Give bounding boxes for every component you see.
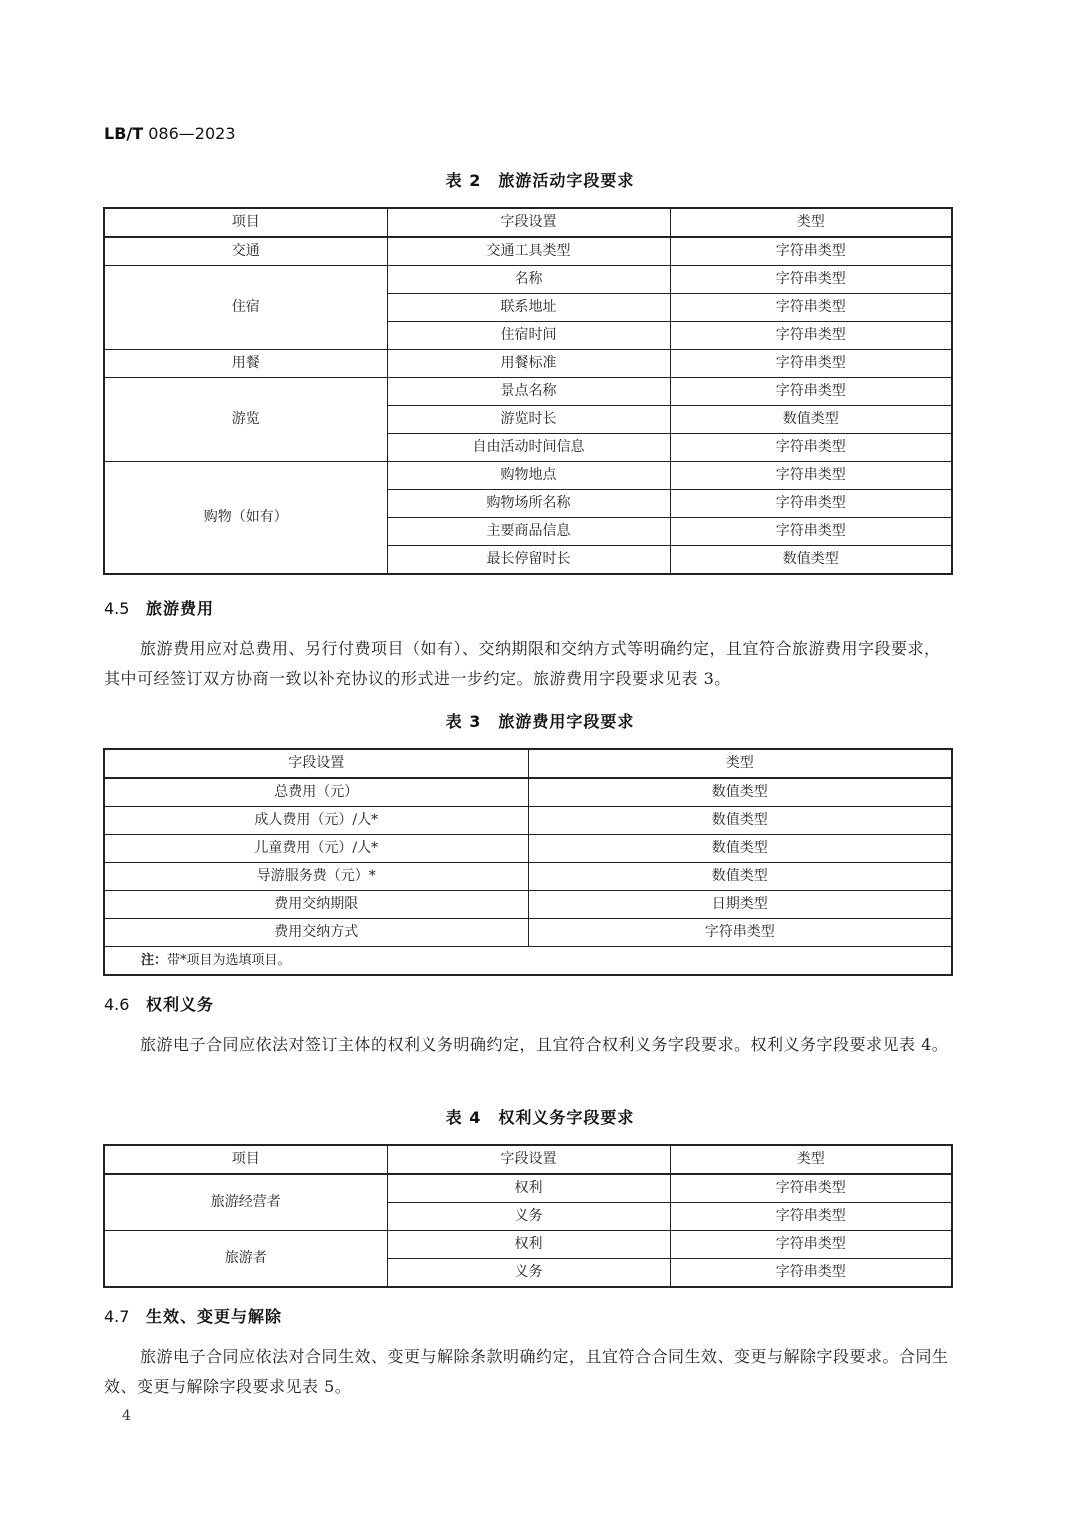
type-cell: 数值类型 <box>670 406 952 434</box>
field-cell: 用餐标准 <box>387 350 670 378</box>
section-number: 4.5 <box>104 599 130 618</box>
type-cell: 字符串类型 <box>670 1259 952 1288</box>
section-title: 生效、变更与解除 <box>146 1307 283 1326</box>
section-4-5-heading <box>104 596 214 619</box>
field-cell: 权利 <box>387 1174 670 1203</box>
item-cell: 用餐 <box>104 350 387 378</box>
type-cell: 字符串类型 <box>528 919 952 947</box>
table-row <box>104 807 952 835</box>
field-cell: 名称 <box>387 266 670 294</box>
item-cell: 旅游者 <box>104 1231 387 1288</box>
table-note-row <box>104 947 952 976</box>
type-cell: 字符串类型 <box>670 1174 952 1203</box>
field-cell: 导游服务费（元）* <box>104 863 528 891</box>
table4-rights-fields <box>103 1144 953 1288</box>
field-cell: 住宿时间 <box>387 322 670 350</box>
item-cell: 旅游经营者 <box>104 1174 387 1231</box>
type-cell: 字符串类型 <box>670 518 952 546</box>
field-cell: 义务 <box>387 1259 670 1288</box>
type-cell: 字符串类型 <box>670 1203 952 1231</box>
standard-prefix: LB/T <box>104 124 144 143</box>
field-cell: 权利 <box>387 1231 670 1259</box>
table-row <box>104 350 952 378</box>
section-4-6-heading <box>104 992 214 1015</box>
note-text: 带*项目为选填项目。 <box>167 953 291 968</box>
field-cell: 费用交纳期限 <box>104 891 528 919</box>
column-header: 字段设置 <box>104 749 528 778</box>
section-title: 权利义务 <box>146 995 215 1014</box>
table-header-row <box>104 208 952 237</box>
table2-activity-fields <box>103 207 953 575</box>
section-title: 旅游费用 <box>146 599 215 618</box>
section-number: 4.6 <box>104 995 130 1014</box>
field-cell: 主要商品信息 <box>387 518 670 546</box>
type-cell: 数值类型 <box>528 807 952 835</box>
table-row <box>104 835 952 863</box>
item-cell: 交通 <box>104 237 387 266</box>
field-cell: 自由活动时间信息 <box>387 434 670 462</box>
column-header: 项目 <box>104 1145 387 1174</box>
field-cell: 交通工具类型 <box>387 237 670 266</box>
type-cell: 字符串类型 <box>670 462 952 490</box>
section-number: 4.7 <box>104 1307 130 1326</box>
column-header: 类型 <box>528 749 952 778</box>
table4-caption: 表 4 权利义务字段要求 <box>445 1108 635 1127</box>
field-cell: 费用交纳方式 <box>104 919 528 947</box>
table-row <box>104 378 952 406</box>
column-header: 类型 <box>670 1145 952 1174</box>
field-cell: 游览时长 <box>387 406 670 434</box>
type-cell: 字符串类型 <box>670 434 952 462</box>
type-cell: 数值类型 <box>528 778 952 807</box>
field-cell: 儿童费用（元）/人* <box>104 835 528 863</box>
field-cell: 联系地址 <box>387 294 670 322</box>
table-header-row <box>104 1145 952 1174</box>
type-cell: 字符串类型 <box>670 490 952 518</box>
field-cell: 购物场所名称 <box>387 490 670 518</box>
item-cell: 游览 <box>104 378 387 462</box>
field-cell: 总费用（元） <box>104 778 528 807</box>
table-row <box>104 266 952 294</box>
table-row <box>104 237 952 266</box>
field-cell: 成人费用（元）/人* <box>104 807 528 835</box>
table3-caption: 表 3 旅游费用字段要求 <box>445 712 635 731</box>
table3-fee-fields <box>103 748 953 976</box>
field-cell: 景点名称 <box>387 378 670 406</box>
column-header: 类型 <box>670 208 952 237</box>
type-cell: 字符串类型 <box>670 322 952 350</box>
section-4-7-heading <box>104 1304 282 1327</box>
type-cell: 数值类型 <box>528 863 952 891</box>
note-label: 注： <box>141 953 168 968</box>
table-header-row <box>104 749 952 778</box>
table-note <box>104 947 952 976</box>
standard-code <box>104 124 236 143</box>
field-cell: 义务 <box>387 1203 670 1231</box>
table-row <box>104 863 952 891</box>
field-cell: 购物地点 <box>387 462 670 490</box>
table-row <box>104 1174 952 1203</box>
table2-caption: 表 2 旅游活动字段要求 <box>445 171 635 190</box>
type-cell: 字符串类型 <box>670 266 952 294</box>
column-header: 字段设置 <box>387 208 670 237</box>
type-cell: 数值类型 <box>528 835 952 863</box>
page-number: 4 <box>122 1408 131 1424</box>
section-4-5-body: 旅游费用应对总费用、另行付费项目（如有）、交纳期限和交纳方式等明确约定，且宜符合旅游费用字段要求，其中可经签订双方协商一致以补充协议的形式进一步约定。旅游费用字段要求见表 3。 <box>104 639 941 688</box>
column-header: 字段设置 <box>387 1145 670 1174</box>
table-row <box>104 1231 952 1259</box>
table-row <box>104 778 952 807</box>
table-row <box>104 919 952 947</box>
type-cell: 字符串类型 <box>670 1231 952 1259</box>
section-4-6-body: 旅游电子合同应依法对签订主体的权利义务明确约定，且宜符合权利义务字段要求。权利义务字段要求见表 4。 <box>140 1035 949 1054</box>
type-cell: 字符串类型 <box>670 378 952 406</box>
item-cell: 住宿 <box>104 266 387 350</box>
type-cell: 字符串类型 <box>670 294 952 322</box>
type-cell: 字符串类型 <box>670 237 952 266</box>
standard-number: 086—2023 <box>148 124 236 143</box>
item-cell: 购物（如有） <box>104 462 387 575</box>
type-cell: 数值类型 <box>670 546 952 575</box>
column-header: 项目 <box>104 208 387 237</box>
field-cell: 最长停留时长 <box>387 546 670 575</box>
type-cell: 日期类型 <box>528 891 952 919</box>
section-4-7-body: 旅游电子合同应依法对合同生效、变更与解除条款明确约定，且宜符合合同生效、变更与解除字段要求。合同生效、变更与解除字段要求见表 5。 <box>104 1347 949 1396</box>
type-cell: 字符串类型 <box>670 350 952 378</box>
table-row <box>104 891 952 919</box>
table-row <box>104 462 952 490</box>
